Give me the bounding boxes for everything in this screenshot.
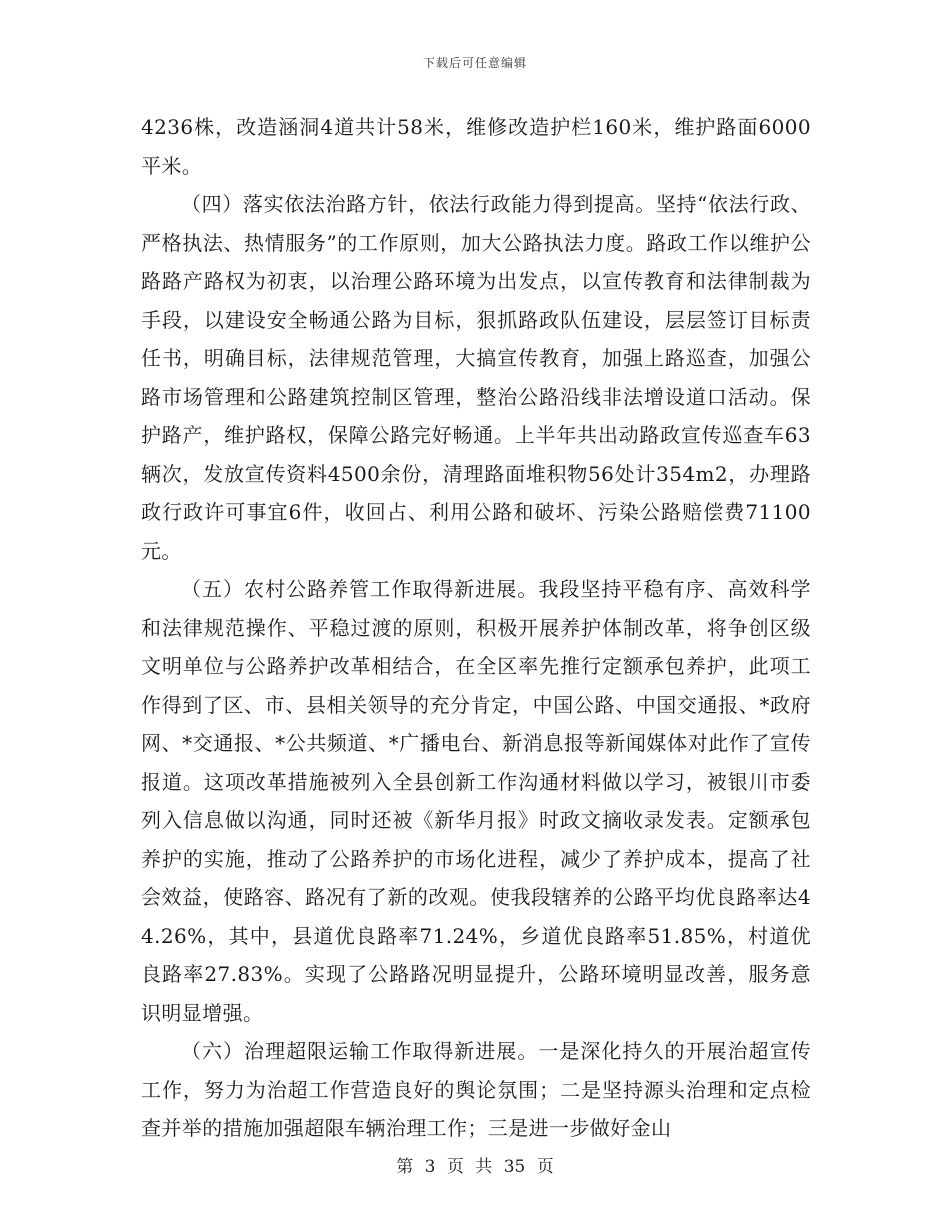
paragraph-section-5: （五）农村公路养管工作取得新进展。我段坚持平稳有序、高效科学和法律规范操作、平稳过渡的原则，积极开展养护体制改革，将争创区级文明单位与公路养护改革相结合，在全区率先推行定额承包养护，此项工作得到了区、市、县相关领导的充分肯定，中国公路、中国交通报、*政府网、*交通报、*公共频道、*广播电台、新消息报等新闻媒体对此作了宣传报道。这项改革措施被列入全县创新工作沟通材料做以学习，被银川市委列入信息做以沟通，同时还被《新华月报》时政文摘收录发表。定额承包养护的实施，推动了公路养护的市场化进程，减少了养护成本，提高了社会效益，使路容、路况有了新的改观。使我段辖养的公路平均优良路率达44.26%，其中，县道优良路率71.24%，乡道优良路率51.85%，村道优良路率27.83%。实现了公路路况明显提升，公路环境明显改善，服务意识明显增强。	[141, 577, 811, 1025]
page-header-note: 下载后可任意编辑	[422, 56, 527, 70]
paragraph-section-6: （六）治理超限运输工作取得新进展。一是深化持久的开展治超宣传工作，努力为治超工作营造良好的舆论氛围；二是坚持源头治理和定点检查并举的措施加强超限车辆治理工作；三是进一步做好金山	[141, 1039, 811, 1140]
document-body	[141, 108, 811, 1148]
paragraph-section-4: （四）落实依法治路方针，依法行政能力得到提高。坚持“依法行政、严格执法、热情服务”的工作原则，加大公路执法力度。路政工作以维护公路路产路权为初衷，以治理公路环境为出发点，以宣传教育和法律制裁为手段，以建设安全畅通公路为目标，狠抓路政队伍建设，层层签订目标责任书，明确目标，法律规范管理，大搞宣传教育，加强上路巡查，加强公路市场管理和公路建筑控制区管理，整治公路沿线非法增设道口活动。保护路产，维护路权，保障公路完好畅通。上半年共出动路政宣传巡查车63辆次，发放宣传资料4500余份，清理路面堆积物56处计354m2，办理路政行政许可事宜6件，收回占、利用公路和破坏、污染公路赔偿费71100元。	[141, 192, 811, 563]
paragraph-continuation: 4236株，改造涵洞4道共计58米，维修改造护栏160米，维护路面6000平米。	[141, 115, 811, 178]
page-number-footer: 第 3 页 共 35 页	[396, 1157, 554, 1177]
